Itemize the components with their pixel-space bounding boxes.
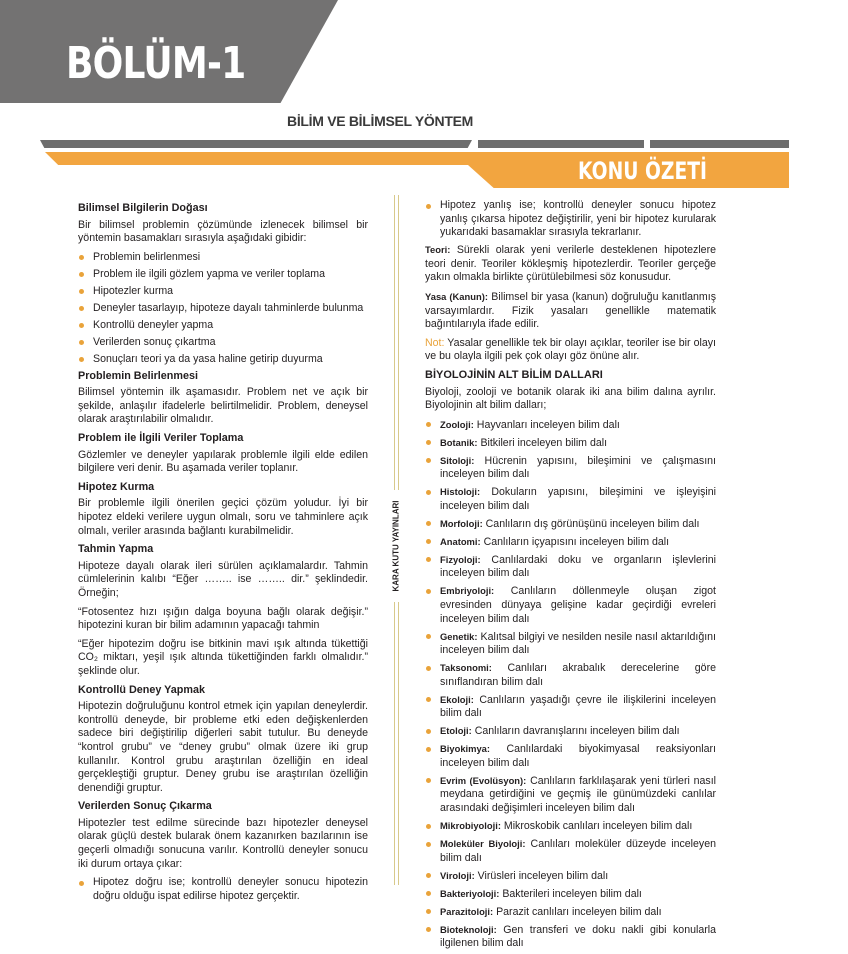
branch-item [425,535,716,550]
paragraph: Bilimsel yöntemin ilk aşamasıdır. Problem net ve açık bir şekilde, anlaşılır ifadelerle belirtilmelidir. Problem, deneysel olarak araştırılabilir olmalıdır. [78,386,368,426]
definition [425,290,716,332]
branch-item [425,418,716,433]
term-definition: Kalıtsal bilgiyi ve nesilden nesile nasıl aktarıldığını inceleyen bilim dalı [440,630,716,657]
section-heading: Verilerden Sonuç Çıkarma [78,800,212,813]
section-heading: BİYOLOJİNİN ALT BİLİM DALLARI [425,368,603,381]
header-stripe [478,140,644,148]
branch-item [425,774,716,816]
term-definition: Canlıların davranışlarını inceleyen bilim dalı [471,725,680,738]
term-label: Mikrobiyoloji: [440,820,501,832]
paragraph: Biyoloji, zooloji ve botanik olarak iki ana bilim dalına ayrılır. Biyolojinin alt bilim dalları; [425,385,716,412]
term-definition: Mikroskobik canlıları inceleyen bilim dalı [500,820,693,833]
term-label: Parazitoloji: [440,905,494,917]
bullet-item: Problemin belirlenmesi [78,251,368,265]
term-definition: Canlılardaki biyokimyasal reaksiyonları inceleyen bilim dalı [440,743,716,769]
header-stripe [650,140,789,148]
term-definition: Canlıların dış görünüşünü inceleyen bilim dalı [482,517,700,530]
term-label: Embriyoloji: [440,585,495,597]
paragraph: Gözlemler ve deneyler yapılarak problemle ilgili elde edilen bilgilere veri denir. Bu aşamada veriler toplanır. [78,448,368,475]
branch-item [425,584,716,626]
bullet-item: Hipotezler kurma [78,285,368,299]
term-definition: Bitkileri inceleyen bilim dalı [477,436,608,449]
branch-item [425,837,716,865]
right-column [425,199,716,954]
term-label: Ekoloji: [440,693,474,705]
publisher-name: KARA KUTU YAYINLARI [391,500,401,592]
bullet-item: Sonuçları teori ya da yasa haline getirip duyurma [78,353,368,367]
term-definition: Canlılardaki doku ve organların işlevlerini inceleyen bilim dalı [440,553,716,580]
term-definition: Yasalar genellikle tek bir olayı açıklar, teoriler ise bir olayı ve bu olayla ilgili pek çok olayı göz önüne alır. [425,336,716,363]
branch-item [425,485,716,513]
term-definition: Bakterileri inceleyen bilim dalı [499,887,642,900]
definition [425,243,716,285]
term-label: Teori: [425,244,451,256]
branch-item [425,630,716,658]
term-label: Biyokimya: [440,743,491,755]
section-heading: Problem ile İlgili Veriler Toplama [78,432,244,445]
paragraph: Hipoteze dayalı olarak ileri sürülen açıklamalardır. Tahmin cümlelerinin kalıbı “Eğer …….. ise …….. dir.” şeklindedir. Örneğin; [78,559,368,599]
branch-item [425,553,716,581]
bullet-item: Hipotez yanlış ise; kontrollü deneyler sonucu hipotez yanlış çıkarsa hipotez değiştirilir, yeni bir hipotez kurularak yukarıdaki basamaklar sırasıyla tekrarlanır. [425,199,716,240]
section-heading: Kontrollü Deney Yapmak [78,683,206,696]
term-label: Etoloji: [440,725,472,737]
term-label: Morfoloji: [440,517,483,529]
term-definition: Canlıları akrabalık derecelerine göre sınıflandıran bilim dalı [440,662,716,688]
term-label: Fizyoloji: [440,553,481,565]
term-definition: Canlıların yaşadığı çevre ile ilişkilerini inceleyen bilim dalı [440,693,716,720]
term-definition: Canlıların döllenmeyle oluşan zigot evresinden dünyaya gelişine kadar geçirdiği evreleri inceleyen bilim dalı [440,585,716,625]
branch-item [425,869,716,884]
term-definition: Canlıları moleküler düzeyde inceleyen bilim dalı [440,838,716,864]
orange-bar [45,152,485,165]
bullet-item: Kontrollü deneyler yapma [78,319,368,333]
bullet-item: Verilerden sonuç çıkartma [78,336,368,350]
term-label: Genetik: [440,630,478,642]
term-label: Bioteknoloji: [440,923,497,935]
header-stripe [40,140,472,148]
left-column [78,200,368,907]
branch-item [425,742,716,770]
term-definition: Hayvanları inceleyen bilim dalı [473,418,620,431]
term-label: Viroloji: [440,869,475,881]
chapter-title: BÖLÜM-1 [66,38,246,89]
section-heading: Bilimsel Bilgilerin Doğası [78,202,208,214]
definition [425,337,716,364]
paragraph: “Eğer hipotezim doğru ise bitkinin mavi ışık altında tükettiği CO₂ miktarı, yeşil ışık altında tükettiğinden farklı olmalıdır.” şeklinde olur. [78,637,368,677]
section-label: KONU ÖZETİ [578,157,707,185]
section-heading: Tahmin Yapma [78,543,154,556]
publisher-tag [389,490,403,602]
term-label: Zooloji: [440,418,474,430]
paragraph: Hipotezler test edilme sürecinde bazı hipotezler deneysel olarak güçlü destek bularak önem kazanırken bazılarının ise geçerli olmadığı sonucuna varılır. Kontrollü deneyler sonucu iki durum ortaya çıkar: [78,816,368,870]
term-definition: Virüsleri inceleyen bilim dalı [474,869,609,882]
term-definition: Sürekli olarak yeni verilerle desteklenen hipotezlere teori denir. Teoriler kökleşmiş hipotezlerdir. Teoriler gerçeğe yakın olmakla birlikte çürütülebilmesi söz konusudur. [425,244,716,284]
section-heading: Problemin Belirlenmesi [78,369,199,382]
topic-title: BİLİM VE BİLİMSEL YÖNTEM [287,113,473,129]
term-definition: Canlıların farklılaşarak yeni türleri nasıl meydana getirdiğini ve geçmiş ile günümüzdeki canlılar arasındaki değişimleri inceleyen bilim dalı [440,774,717,815]
branch-item [425,819,716,834]
bullet-item: Deneyler tasarlayıp, hipoteze dayalı tahminlerde bulunma [78,302,368,316]
term-definition: Hücrenin yapısını, bileşimini ve çalışmasını inceleyen bilim dalı [440,454,716,481]
term-label: Sitoloji: [440,454,475,466]
branch-item [425,905,716,920]
branch-item [425,454,716,482]
term-label: Bakteriyoloji: [440,887,500,899]
branch-item [425,517,716,532]
branch-item [425,693,716,721]
term-definition: Canlıların içyapısını inceleyen bilim dalı [480,535,670,548]
paragraph: Bir problemle ilgili önerilen geçici çözüm yoludur. İyi bir hipotez eldeki verilere uygun olmalı, soru ve tahminlere açık olmalı, veriler arasında bağlantı kurabilmelidir. [78,497,368,537]
bullet-item: Hipotez doğru ise; kontrollü deneyler sonucu hipotezin doğru olduğu ispat edilirse hipotez gerçektir. [78,876,368,903]
term-label: Histoloji: [440,486,481,498]
term-label: Taksonomi: [440,662,492,674]
paragraph: Bir bilimsel problemin çözümünde izlenecek bilimsel bir yöntemin basamakları sırasıyla aşağıdaki gibidir: [78,218,368,245]
branch-item [425,724,716,739]
term-label: Anatomi: [440,535,481,547]
term-definition: Dokuların yapısını, bileşimini ve işleyişini inceleyen bilim dalı [440,486,716,512]
section-heading: Hipotez Kurma [78,480,155,493]
paragraph: “Fotosentez hızı ışığın dalga boyuna bağlı olarak değişir.” hipotezini kuran bir bilim adamının yapacağı tahmin [78,605,368,632]
branch-item [425,436,716,451]
branch-item [425,661,716,689]
term-label: Yasa (Kanun): [425,290,488,302]
bullet-item: Problem ile ilgili gözlem yapma ve veriler toplama [78,268,368,282]
term-definition: Bilimsel bir yasa (kanun) doğruluğu kanıtlanmış varsayımlardır. Fizik yasaları genellikle matematik bağıntılarıyla ifade edilir. [425,290,716,331]
term-label: Moleküler Biyoloji: [440,838,526,849]
term-label: Botanik: [440,436,478,448]
paragraph: Hipotezin doğruluğunu kontrol etmek için yapılan deneylerdir. kontrollü deneyde, bir probleme etki eden değişkenlerden sadece biri değiştirilip diğerleri sabit tutulur. Bu deneyde “kontrol grubu” ve “deney grubu” olmak üzere iki grup kullanılır. Kontrol grubu araştırılan özelliğin en ideal gerçekleştiği gruptur. Deney grubu ise araştırılan özelliğin denendiği gruptur. [78,700,368,794]
term-definition: Gen transferi ve doku nakli gibi konularla ilgilenen bilim dalı [440,923,716,950]
term-label: Not: [425,336,445,349]
term-definition: Parazit canlıları inceleyen bilim dalı [493,905,662,918]
term-label: Evrim (Evolüsyon): [440,774,527,786]
branch-item [425,923,716,951]
